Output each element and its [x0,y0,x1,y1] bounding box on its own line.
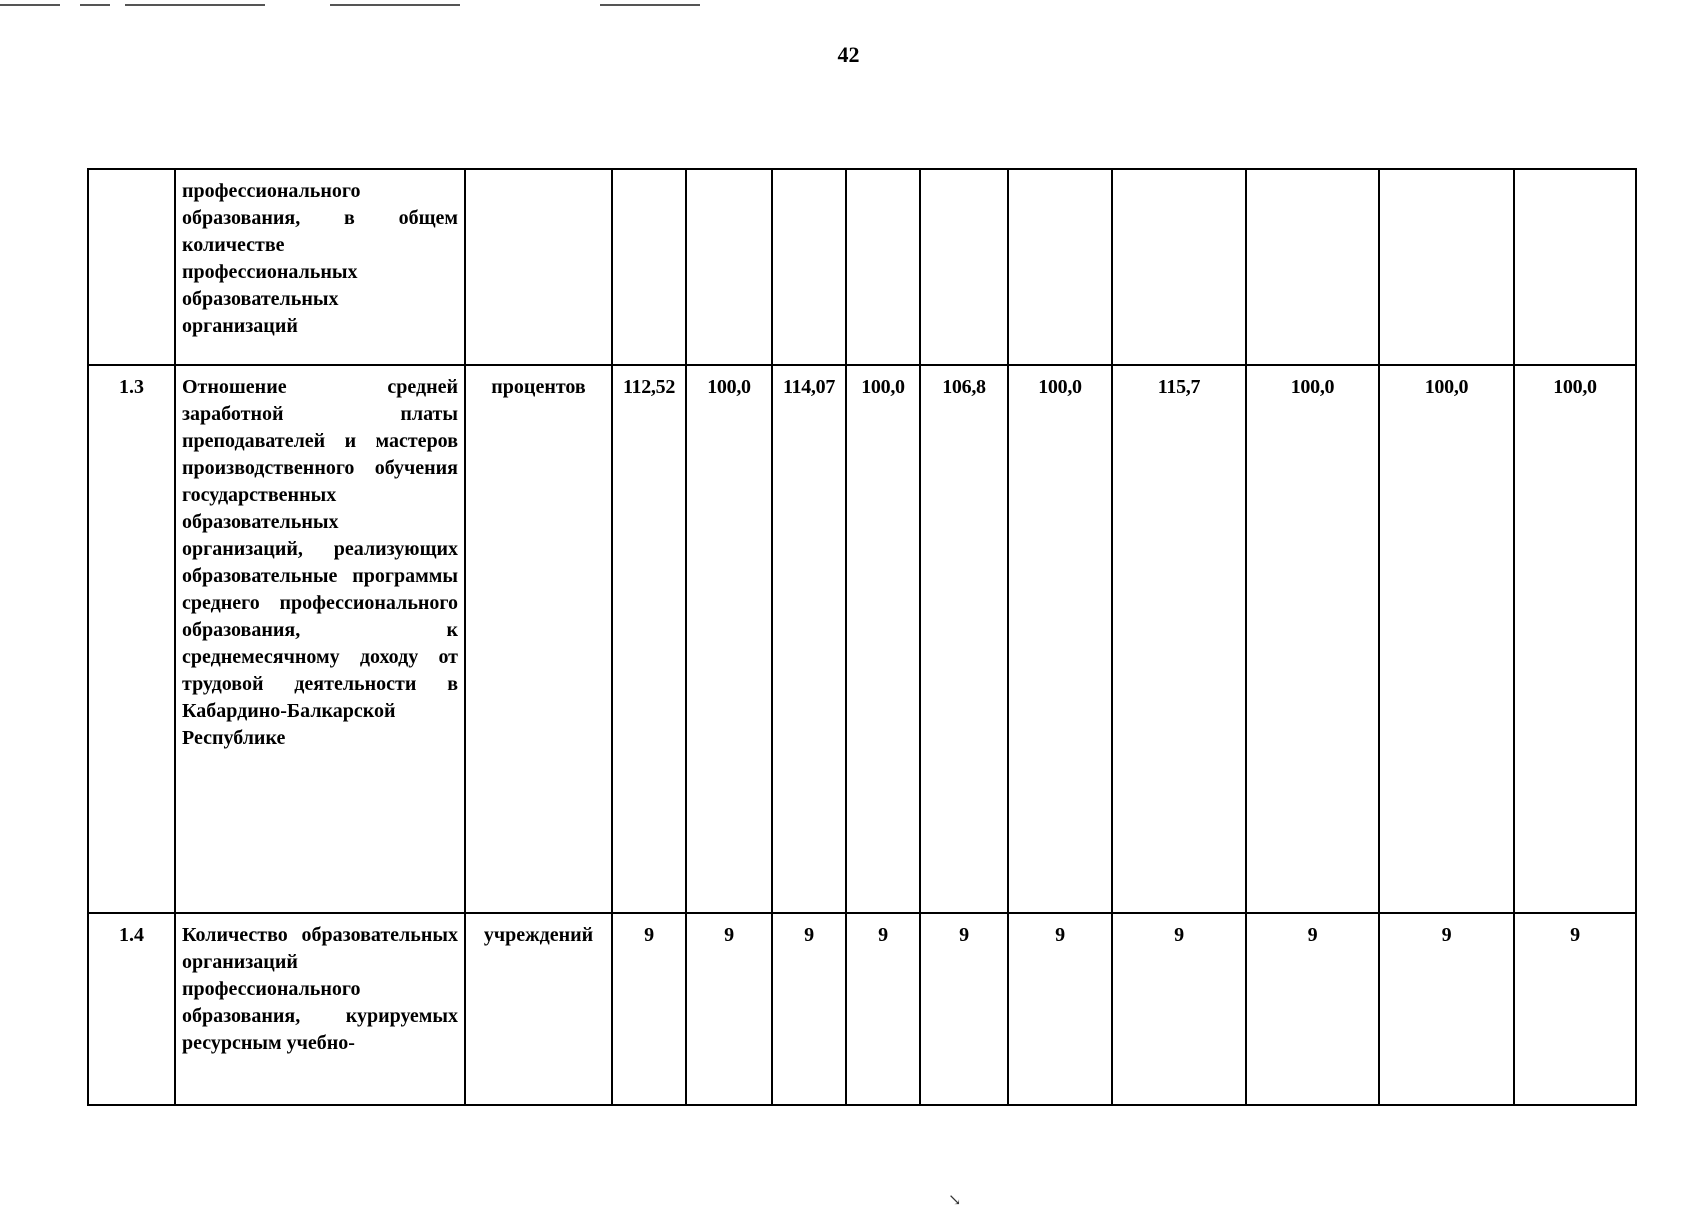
indicator-name: Отношение средней заработной платы преподавателей и мастеров производственного обучения государственных образовательных организаций, реализующих образовательные программы среднего профессионального образования, к среднемесячному доходу от трудовой деятельности в Кабардино-Балкарской Республике [175,365,465,913]
value-cell: 9 [1246,913,1379,1105]
value-cell: 9 [1514,913,1636,1105]
page-number: 42 [837,42,860,67]
scan-edge-artifact [0,4,1697,8]
value-cell: 9 [920,913,1008,1105]
row-number: 1.3 [88,365,175,913]
table-row [88,169,1636,365]
value-cell [772,169,846,365]
value-cell [920,169,1008,365]
value-cell [1379,169,1514,365]
value-cell [1008,169,1112,365]
value-cell: 100,0 [1514,365,1636,913]
table-row [88,913,1636,1105]
value-cell: 112,52 [612,365,686,913]
row-number [88,169,175,365]
value-cell [612,169,686,365]
value-cell: 9 [846,913,920,1105]
value-cell: 100,0 [686,365,772,913]
table-row [88,365,1636,913]
value-cell [1514,169,1636,365]
value-cell [1112,169,1246,365]
value-cell: 100,0 [1246,365,1379,913]
unit-cell: процентов [465,365,612,913]
row-number: 1.4 [88,913,175,1105]
unit-cell: учреждений [465,913,612,1105]
value-cell: 9 [1379,913,1514,1105]
value-cell: 114,07 [772,365,846,913]
value-cell: 9 [772,913,846,1105]
indicator-name: профессионального образования, в общем количестве профессиональных образовательных организаций [175,169,465,365]
value-cell: 9 [612,913,686,1105]
indicators-table [87,168,1637,1106]
value-cell [846,169,920,365]
value-cell: 100,0 [1008,365,1112,913]
value-cell: 115,7 [1112,365,1246,913]
value-cell: 9 [1112,913,1246,1105]
value-cell: 100,0 [1379,365,1514,913]
value-cell: 9 [1008,913,1112,1105]
unit-cell [465,169,612,365]
value-cell [686,169,772,365]
indicator-name: Количество образовательных организаций профессионального образования, курируемых ресурсным учебно- [175,913,465,1105]
value-cell: 106,8 [920,365,1008,913]
value-cell [1246,169,1379,365]
scan-mark-artifact: ↘ [948,1192,962,1209]
value-cell: 9 [686,913,772,1105]
value-cell: 100,0 [846,365,920,913]
